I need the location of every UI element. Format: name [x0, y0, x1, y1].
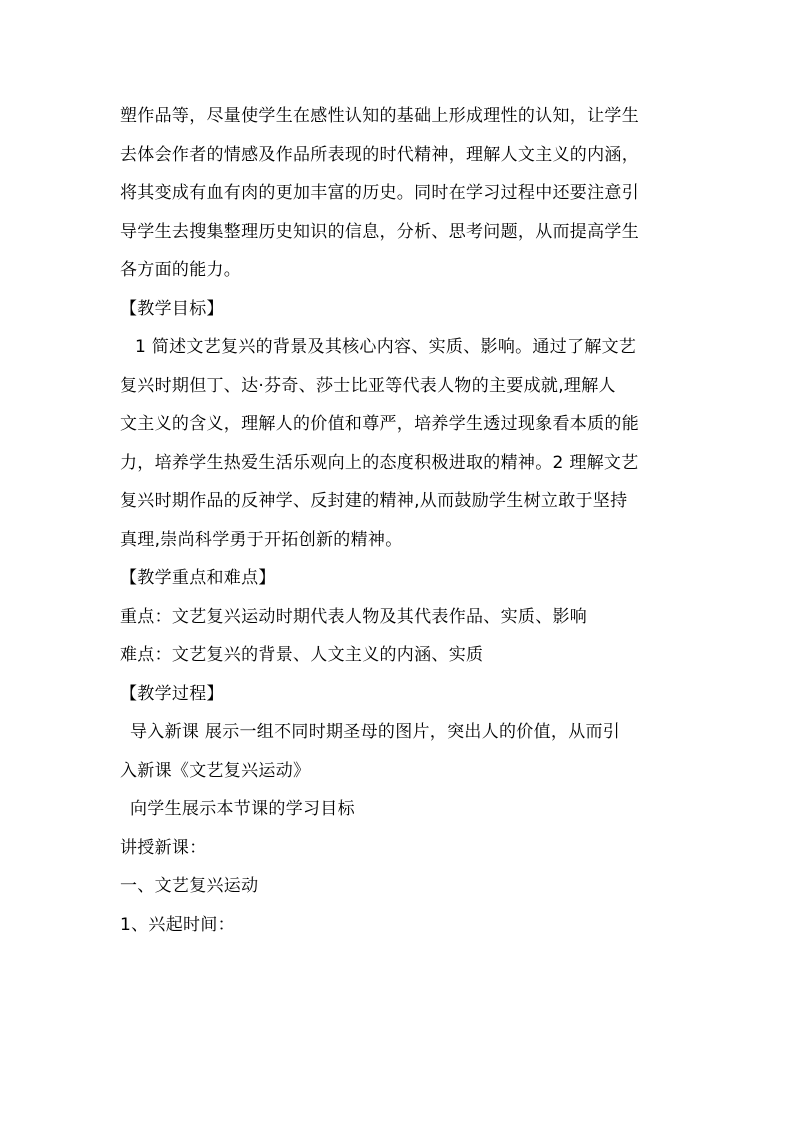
difficulty-line: 难点：文艺复兴的背景、人文主义的内涵、实质 — [120, 645, 484, 665]
paragraph-line: 力，培养学生热爱生活乐观向上的态度积极进取的精神。2 理解文艺 — [120, 452, 639, 473]
paragraph-line: 各方面的能力。 — [120, 260, 242, 280]
paragraph-line: 塑作品等，尽量使学生在感性认知的基础上形成理性的认知，让学生 — [120, 106, 639, 126]
paragraph-line: 文主义的含义，理解人的价值和尊严，培养学生透过现象看本质的能 — [120, 414, 639, 434]
section-heading-teaching-process: 【教学过程】 — [120, 683, 224, 704]
paragraph-line: 讲授新课： — [120, 837, 207, 858]
paragraph-line: 复兴时期作品的反神学、反封建的精神,从而鼓励学生树立敢于坚持 — [120, 491, 628, 511]
paragraph-line: 去体会作者的情感及作品所表现的时代精神，理解人文主义的内涵， — [120, 144, 639, 165]
paragraph-line: 1 简述文艺复兴的背景及其核心内容、实质、影响。通过了解文艺 — [135, 337, 637, 357]
subheading-rise-time: 1、兴起时间： — [120, 914, 235, 935]
section-heading-key-points: 【教学重点和难点】 — [120, 568, 276, 588]
paragraph-line: 向学生展示本节课的学习目标 — [130, 799, 355, 819]
paragraph-line: 入新课《文艺复兴运动》 — [120, 760, 311, 781]
section-heading-teaching-goals: 【教学目标】 — [120, 298, 224, 319]
key-point-line: 重点：文艺复兴运动时期代表人物及其代表作品、实质、影响 — [120, 606, 588, 627]
subheading-renaissance: 一、文艺复兴运动 — [120, 876, 259, 896]
document-body — [120, 97, 680, 944]
paragraph-line: 导入新课 展示一组不同时期圣母的图片，突出人的价值，从而引 — [130, 722, 621, 742]
paragraph-line: 导学生去搜集整理历史知识的信息，分析、思考问题，从而提高学生 — [120, 221, 639, 242]
paragraph-line: 复兴时期但丁、达·芬奇、莎士比亚等代表人物的主要成就,理解人 — [120, 375, 616, 396]
paragraph-line: 真理,崇尚科学勇于开拓创新的精神。 — [120, 529, 403, 550]
paragraph-line: 将其变成有血有肉的更加丰富的历史。同时在学习过程中还要注意引 — [120, 183, 639, 203]
